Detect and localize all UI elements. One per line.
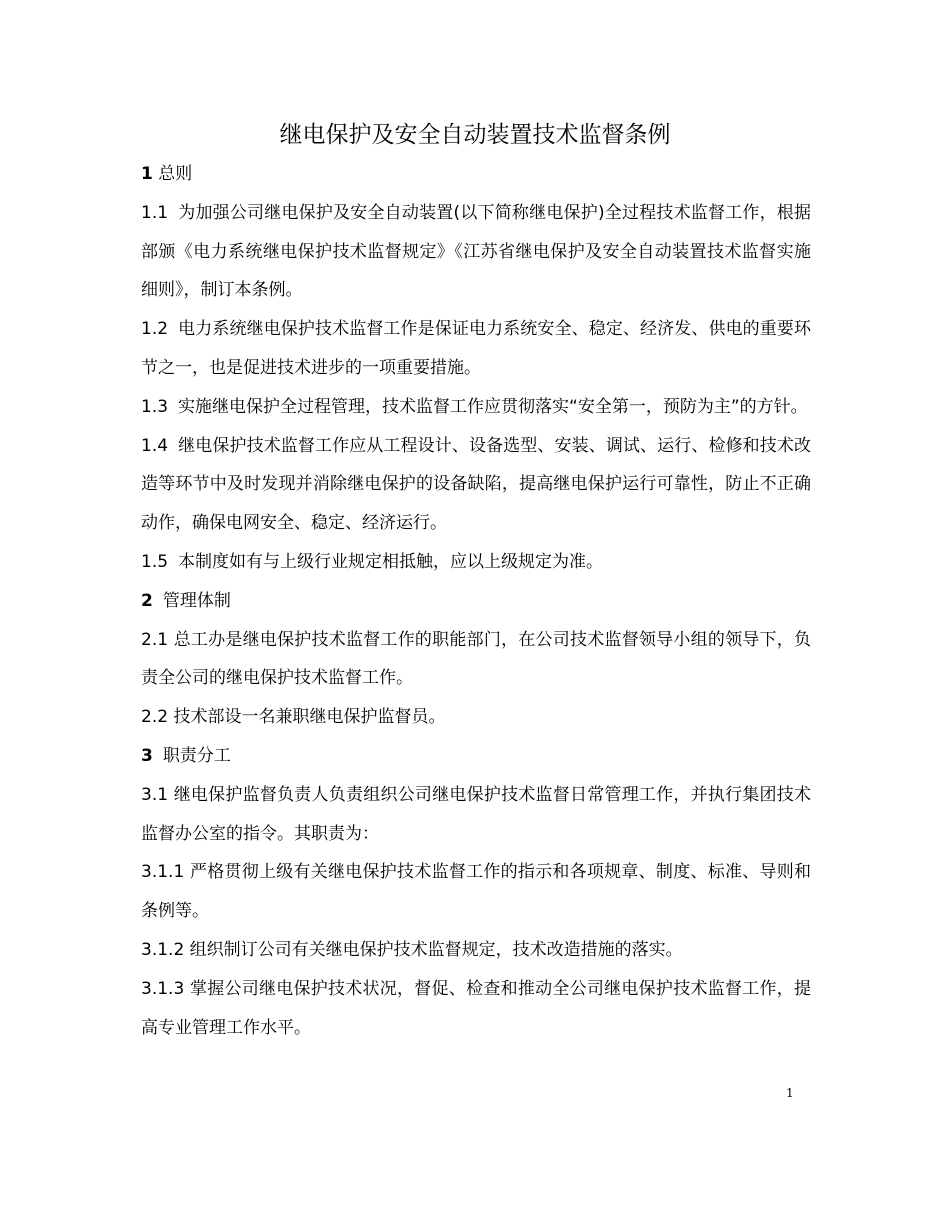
section-heading bbox=[141, 155, 811, 194]
section-title: 总则 bbox=[158, 164, 193, 184]
clause-number: 1.1 bbox=[141, 202, 169, 223]
section-heading bbox=[141, 737, 811, 776]
clause-number: 1.2 bbox=[141, 319, 169, 340]
document-title: 继电保护及安全自动装置技术监督条例 bbox=[279, 122, 671, 148]
clause-number: 1.5 bbox=[141, 551, 169, 572]
clause-text: 为加强公司继电保护及安全自动装置(以下简称继电保护)全过程技术监督工作，根据部颁《电力系统继电保护技术监督规定》《江苏省继电保护及安全自动装置技术监督实施细则》，制订本条例。 bbox=[141, 202, 811, 301]
clause-number: 3.1 bbox=[141, 784, 169, 805]
clause-paragraph bbox=[141, 970, 811, 1048]
clause-text: 掌握公司继电保护技术状况，督促、检查和推动全公司继电保护技术监督工作，提高专业管理工作水平。 bbox=[141, 978, 812, 1038]
clause-paragraph bbox=[141, 543, 811, 582]
section-number: 2 bbox=[141, 590, 153, 611]
clause-paragraph bbox=[141, 427, 811, 543]
clause-paragraph bbox=[141, 776, 811, 854]
section-number: 1 bbox=[141, 164, 153, 184]
clause-number: 1.4 bbox=[141, 435, 169, 456]
clause-paragraph bbox=[141, 194, 811, 310]
clause-text: 本制度如有与上级行业规定相抵触，应以上级规定为准。 bbox=[178, 551, 604, 572]
page-number: 1 bbox=[786, 1086, 794, 1100]
document-body bbox=[141, 155, 811, 1047]
section-title: 职责分工 bbox=[162, 745, 231, 766]
clause-paragraph bbox=[141, 388, 811, 427]
clause-text: 技术部设一名兼职继电保护监督员。 bbox=[173, 707, 446, 728]
section-number: 3 bbox=[141, 745, 153, 766]
clause-text: 实施继电保护全过程管理，技术监督工作应贯彻落实“安全第一，预防为主”的方针。 bbox=[178, 396, 808, 417]
clause-text: 继电保护监督负责人负责组织公司继电保护技术监督日常管理工作，并执行集团技术监督办公室的指令。其职责为： bbox=[141, 784, 812, 844]
clause-number: 3.1.1 bbox=[141, 862, 185, 883]
clause-paragraph bbox=[141, 621, 811, 699]
clause-paragraph bbox=[141, 698, 811, 737]
clause-number: 3.1.3 bbox=[141, 978, 185, 999]
clause-number: 1.3 bbox=[141, 396, 169, 417]
clause-number: 2.1 bbox=[141, 629, 169, 650]
clause-number: 2.2 bbox=[141, 707, 169, 728]
clause-text: 组织制订公司有关继电保护技术监督规定，技术改造措施的落实。 bbox=[189, 939, 683, 960]
clause-text: 电力系统继电保护技术监督工作是保证电力系统安全、稳定、经济发、供电的重要环节之一，也是促进技术进步的一项重要措施。 bbox=[141, 319, 811, 378]
clause-text: 严格贯彻上级有关继电保护技术监督工作的指示和各项规章、制度、标准、导则和条例等。 bbox=[141, 862, 812, 922]
clause-paragraph bbox=[141, 310, 811, 388]
clause-number: 3.1.2 bbox=[141, 939, 185, 960]
section-heading bbox=[141, 582, 811, 621]
section-title: 管理体制 bbox=[162, 590, 231, 611]
clause-text: 总工办是继电保护技术监督工作的职能部门，在公司技术监督领导小组的领导下，负责全公司的继电保护技术监督工作。 bbox=[141, 629, 812, 689]
clause-paragraph bbox=[141, 853, 811, 931]
clause-text: 继电保护技术监督工作应从工程设计、设备选型、安装、调试、运行、检修和技术改造等环节中及时发现并消除继电保护的设备缺陷，提高继电保护运行可靠性，防止不正确动作，确保电网安全、稳定、经济运行。 bbox=[141, 435, 811, 534]
clause-paragraph bbox=[141, 931, 811, 970]
